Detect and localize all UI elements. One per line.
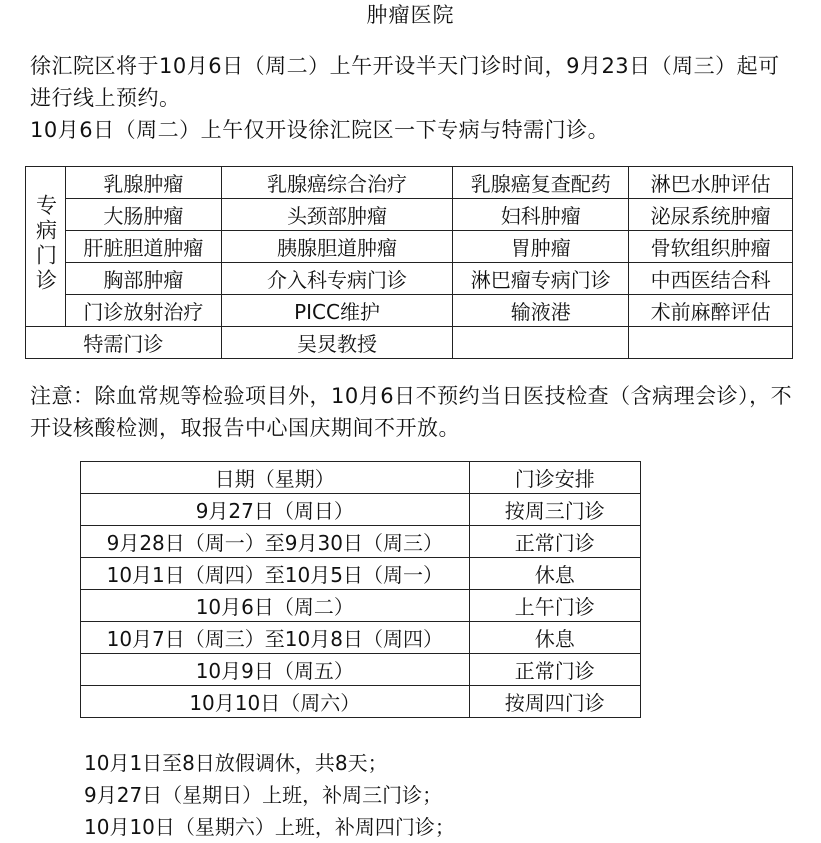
clinic-row [26, 263, 793, 295]
clinic-cell: 胰腺胆道肿瘤 [221, 231, 453, 263]
schedule-header-row [81, 462, 641, 494]
schedule-table [80, 461, 641, 718]
schedule-date-cell: 9月28日（周一）至9月30日（周三） [81, 526, 470, 558]
clinic-cell: PICC维护 [221, 295, 453, 327]
clinic-row [26, 167, 793, 199]
schedule-date-cell: 10月1日（周四）至10月5日（周一） [81, 558, 470, 590]
clinic-row [26, 295, 793, 327]
clinic-cell: 门诊放射治疗 [65, 295, 221, 327]
schedule-arrangement-cell: 上午门诊 [469, 590, 640, 622]
vip-clinic-label: 特需门诊 [26, 327, 222, 359]
clinic-cell: 妇科肿瘤 [453, 199, 629, 231]
clinic-cell: 大肠肿瘤 [65, 199, 221, 231]
clinic-cell: 术前麻醉评估 [629, 295, 793, 327]
schedule-row [81, 622, 641, 654]
clinic-cell: 淋巴水肿评估 [629, 167, 793, 199]
schedule-date-cell: 10月9日（周五） [81, 654, 470, 686]
schedule-date-cell: 9月27日（周日） [81, 494, 470, 526]
clinic-cell: 泌尿系统肿瘤 [629, 199, 793, 231]
clinic-row [26, 231, 793, 263]
clinic-cell: 介入科专病门诊 [221, 263, 453, 295]
schedule-date-cell: 10月7日（周三）至10月8日（周四） [81, 622, 470, 654]
clinic-cell: 乳腺癌综合治疗 [221, 167, 453, 199]
clinic-row [26, 199, 793, 231]
clinic-cell: 头颈部肿瘤 [221, 199, 453, 231]
schedule-header-cell: 日期（星期） [81, 462, 470, 494]
intro-paragraph-1: 徐汇院区将于10月6日（周二）上午开设半天门诊时间，9月23日（周三）起可进行线上预约。 [30, 54, 780, 110]
schedule-date-cell: 10月10日（周六） [81, 686, 470, 718]
schedule-row [81, 494, 641, 526]
schedule-row [81, 526, 641, 558]
empty-cell [629, 327, 793, 359]
special-clinic-label-text: 专病门诊 [33, 194, 58, 294]
vip-clinic-row [26, 327, 793, 359]
schedule-row [81, 590, 641, 622]
clinic-cell: 中西医结合科 [629, 263, 793, 295]
clinic-cell: 胃肿瘤 [453, 231, 629, 263]
clinic-cell: 输液港 [453, 295, 629, 327]
schedule-date-cell: 10月6日（周二） [81, 590, 470, 622]
clinic-cell: 淋巴瘤专病门诊 [453, 263, 629, 295]
clinic-cell: 胸部肿瘤 [65, 263, 221, 295]
schedule-row [81, 654, 641, 686]
holiday-note-line: 9月27日（星期日）上班，补周三门诊； [84, 783, 443, 807]
empty-cell [453, 327, 629, 359]
clinic-cell: 骨软组织肿瘤 [629, 231, 793, 263]
page-title: 肿瘤医院 [366, 3, 455, 27]
clinic-cell: 乳腺肿瘤 [65, 167, 221, 199]
clinic-cell: 乳腺癌复查配药 [453, 167, 629, 199]
schedule-row [81, 686, 641, 718]
clinic-table [25, 166, 793, 359]
schedule-arrangement-cell: 按周四门诊 [469, 686, 640, 718]
holiday-note-line: 10月10日（星期六）上班，补周四门诊； [84, 815, 455, 839]
notice-paragraph: 注意：除血常规等检验项目外，10月6日不预约当日医技检查（含病理会诊），不开设核酸检测，取报告中心国庆期间不开放。 [30, 384, 793, 440]
special-clinic-label [26, 167, 66, 327]
schedule-arrangement-cell: 休息 [469, 558, 640, 590]
schedule-arrangement-cell: 正常门诊 [469, 526, 640, 558]
holiday-notes [84, 747, 455, 843]
clinic-cell: 肝脏胆道肿瘤 [65, 231, 221, 263]
vip-clinic-doctor: 吴炅教授 [221, 327, 453, 359]
schedule-arrangement-cell: 正常门诊 [469, 654, 640, 686]
intro-paragraph-2: 10月6日（周二）上午仅开设徐汇院区一下专病与特需门诊。 [30, 118, 610, 142]
schedule-arrangement-cell: 按周三门诊 [469, 494, 640, 526]
holiday-note-line: 10月1日至8日放假调休，共8天； [84, 751, 388, 775]
schedule-row [81, 558, 641, 590]
schedule-header-cell: 门诊安排 [469, 462, 640, 494]
schedule-arrangement-cell: 休息 [469, 622, 640, 654]
